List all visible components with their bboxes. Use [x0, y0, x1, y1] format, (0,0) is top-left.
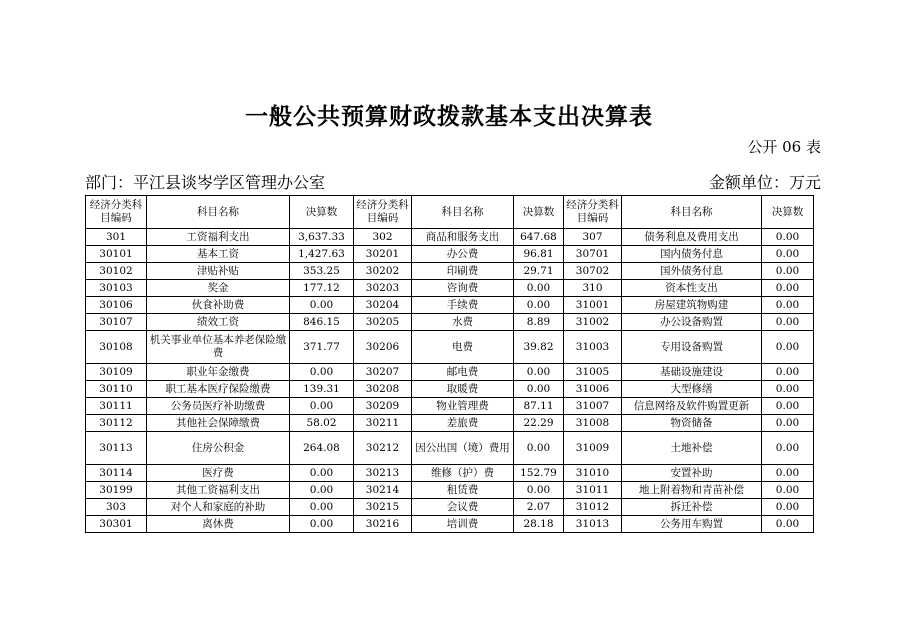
name-cell: 水费 [412, 314, 514, 331]
amount-cell: 0.00 [762, 280, 814, 297]
code-cell: 31008 [564, 415, 622, 432]
amount-cell: 0.00 [514, 432, 564, 465]
amount-cell: 2.07 [514, 499, 564, 516]
name-cell: 医疗费 [147, 465, 290, 482]
name-cell: 因公出国（境）费用 [412, 432, 514, 465]
name-cell: 差旅费 [412, 415, 514, 432]
name-cell: 公务员医疗补助缴费 [147, 398, 290, 415]
name-cell: 拆迁补偿 [622, 499, 762, 516]
amount-cell: 177.12 [290, 280, 354, 297]
table-row [86, 398, 814, 415]
name-cell: 基础设施建设 [622, 364, 762, 381]
amount-cell: 647.68 [514, 229, 564, 246]
name-cell: 物资储备 [622, 415, 762, 432]
amount-cell: 0.00 [514, 381, 564, 398]
code-cell: 30702 [564, 263, 622, 280]
amount-cell: 58.02 [290, 415, 354, 432]
name-cell: 专用设备购置 [622, 331, 762, 364]
amount-cell: 0.00 [290, 482, 354, 499]
name-cell: 奖金 [147, 280, 290, 297]
amount-cell: 0.00 [762, 482, 814, 499]
amount-cell: 139.31 [290, 381, 354, 398]
page-title: 一般公共预算财政拨款基本支出决算表 [245, 104, 653, 130]
amount-cell: 3,637.33 [290, 229, 354, 246]
amount-unit-label: 金额单位：万元 [708, 173, 821, 192]
header-amount: 决算数 [762, 196, 814, 229]
amount-cell: 96.81 [514, 246, 564, 263]
name-cell: 大型修缮 [622, 381, 762, 398]
table-row [86, 499, 814, 516]
name-cell: 职工基本医疗保险缴费 [147, 381, 290, 398]
code-cell: 31001 [564, 297, 622, 314]
code-cell: 31003 [564, 331, 622, 364]
code-cell: 30206 [354, 331, 412, 364]
code-cell: 31007 [564, 398, 622, 415]
form-number: 公开 06 表 [747, 138, 821, 156]
code-cell: 30111 [86, 398, 147, 415]
code-cell: 31010 [564, 465, 622, 482]
amount-cell: 0.00 [762, 465, 814, 482]
name-cell: 电费 [412, 331, 514, 364]
code-cell: 30107 [86, 314, 147, 331]
amount-cell: 0.00 [514, 482, 564, 499]
code-cell: 31011 [564, 482, 622, 499]
amount-cell: 0.00 [762, 297, 814, 314]
code-cell: 30211 [354, 415, 412, 432]
table-row [86, 465, 814, 482]
header-code: 经济分类科目编码 [564, 196, 622, 229]
code-cell: 30214 [354, 482, 412, 499]
table-row [86, 415, 814, 432]
amount-cell: 0.00 [762, 398, 814, 415]
amount-cell: 0.00 [762, 516, 814, 533]
header-name: 科目名称 [147, 196, 290, 229]
code-cell: 30199 [86, 482, 147, 499]
code-cell: 30201 [354, 246, 412, 263]
amount-cell: 0.00 [762, 432, 814, 465]
code-cell: 30213 [354, 465, 412, 482]
table-header-row [86, 196, 814, 229]
amount-cell: 0.00 [762, 381, 814, 398]
code-cell: 30106 [86, 297, 147, 314]
code-cell: 30212 [354, 432, 412, 465]
code-cell: 30112 [86, 415, 147, 432]
code-cell: 30101 [86, 246, 147, 263]
name-cell: 公务用车购置 [622, 516, 762, 533]
department-label: 部门：平江县谈岑学区管理办公室 [85, 173, 326, 192]
name-cell: 住房公积金 [147, 432, 290, 465]
amount-cell: 152.79 [514, 465, 564, 482]
amount-cell: 0.00 [762, 246, 814, 263]
name-cell: 商品和服务支出 [412, 229, 514, 246]
amount-cell: 353.25 [290, 263, 354, 280]
name-cell: 职业年金缴费 [147, 364, 290, 381]
header-name: 科目名称 [412, 196, 514, 229]
code-cell: 30208 [354, 381, 412, 398]
expenditure-table [85, 195, 814, 533]
name-cell: 基本工资 [147, 246, 290, 263]
code-cell: 30110 [86, 381, 147, 398]
table-row [86, 280, 814, 297]
name-cell: 资本性支出 [622, 280, 762, 297]
code-cell: 307 [564, 229, 622, 246]
name-cell: 工资福利支出 [147, 229, 290, 246]
table-row [86, 229, 814, 246]
table-row [86, 331, 814, 364]
amount-cell: 0.00 [762, 263, 814, 280]
code-cell: 30701 [564, 246, 622, 263]
code-cell: 30205 [354, 314, 412, 331]
name-cell: 国内债务付息 [622, 246, 762, 263]
code-cell: 31009 [564, 432, 622, 465]
amount-cell: 22.29 [514, 415, 564, 432]
table-row [86, 297, 814, 314]
amount-cell: 39.82 [514, 331, 564, 364]
header-name: 科目名称 [622, 196, 762, 229]
amount-cell: 0.00 [290, 364, 354, 381]
code-cell: 30203 [354, 280, 412, 297]
name-cell: 债务利息及费用支出 [622, 229, 762, 246]
amount-cell: 0.00 [762, 229, 814, 246]
table-row [86, 263, 814, 280]
amount-cell: 0.00 [290, 398, 354, 415]
amount-cell: 0.00 [762, 314, 814, 331]
table-row [86, 314, 814, 331]
name-cell: 邮电费 [412, 364, 514, 381]
code-cell: 30114 [86, 465, 147, 482]
amount-cell: 0.00 [762, 364, 814, 381]
code-cell: 30109 [86, 364, 147, 381]
name-cell: 咨询费 [412, 280, 514, 297]
code-cell: 30207 [354, 364, 412, 381]
amount-cell: 0.00 [514, 364, 564, 381]
name-cell: 绩效工资 [147, 314, 290, 331]
header-amount: 决算数 [290, 196, 354, 229]
code-cell: 302 [354, 229, 412, 246]
table-row [86, 516, 814, 533]
code-cell: 310 [564, 280, 622, 297]
name-cell: 房屋建筑物购建 [622, 297, 762, 314]
name-cell: 维修（护）费 [412, 465, 514, 482]
name-cell: 其他社会保障缴费 [147, 415, 290, 432]
name-cell: 信息网络及软件购置更新 [622, 398, 762, 415]
amount-cell: 371.77 [290, 331, 354, 364]
amount-cell: 8.89 [514, 314, 564, 331]
name-cell: 土地补偿 [622, 432, 762, 465]
name-cell: 物业管理费 [412, 398, 514, 415]
header-amount: 决算数 [514, 196, 564, 229]
amount-cell: 0.00 [762, 331, 814, 364]
name-cell: 培训费 [412, 516, 514, 533]
name-cell: 地上附着物和青苗补偿 [622, 482, 762, 499]
name-cell: 伙食补助费 [147, 297, 290, 314]
code-cell: 30216 [354, 516, 412, 533]
code-cell: 30202 [354, 263, 412, 280]
name-cell: 对个人和家庭的补助 [147, 499, 290, 516]
code-cell: 31012 [564, 499, 622, 516]
code-cell: 30209 [354, 398, 412, 415]
code-cell: 303 [86, 499, 147, 516]
amount-cell: 0.00 [290, 499, 354, 516]
code-cell: 30301 [86, 516, 147, 533]
table-row [86, 432, 814, 465]
code-cell: 30113 [86, 432, 147, 465]
code-cell: 31002 [564, 314, 622, 331]
name-cell: 办公费 [412, 246, 514, 263]
amount-cell: 28.18 [514, 516, 564, 533]
amount-cell: 29.71 [514, 263, 564, 280]
amount-cell: 87.11 [514, 398, 564, 415]
table-row [86, 364, 814, 381]
amount-cell: 846.15 [290, 314, 354, 331]
code-cell: 30215 [354, 499, 412, 516]
name-cell: 会议费 [412, 499, 514, 516]
name-cell: 取暖费 [412, 381, 514, 398]
name-cell: 安置补助 [622, 465, 762, 482]
amount-cell: 0.00 [514, 280, 564, 297]
name-cell: 手续费 [412, 297, 514, 314]
code-cell: 30108 [86, 331, 147, 364]
amount-cell: 1,427.63 [290, 246, 354, 263]
name-cell: 国外债务付息 [622, 263, 762, 280]
code-cell: 31013 [564, 516, 622, 533]
table-row [86, 482, 814, 499]
name-cell: 机关事业单位基本养老保险缴费 [147, 331, 290, 364]
table-row [86, 246, 814, 263]
header-code: 经济分类科目编码 [86, 196, 147, 229]
amount-cell: 0.00 [290, 297, 354, 314]
amount-cell: 0.00 [762, 499, 814, 516]
amount-cell: 264.08 [290, 432, 354, 465]
name-cell: 离休费 [147, 516, 290, 533]
amount-cell: 0.00 [514, 297, 564, 314]
name-cell: 其他工资福利支出 [147, 482, 290, 499]
header-code: 经济分类科目编码 [354, 196, 412, 229]
name-cell: 租赁费 [412, 482, 514, 499]
code-cell: 31005 [564, 364, 622, 381]
amount-cell: 0.00 [762, 415, 814, 432]
code-cell: 30103 [86, 280, 147, 297]
code-cell: 301 [86, 229, 147, 246]
amount-cell: 0.00 [290, 516, 354, 533]
table-row [86, 381, 814, 398]
name-cell: 津贴补贴 [147, 263, 290, 280]
name-cell: 印刷费 [412, 263, 514, 280]
name-cell: 办公设备购置 [622, 314, 762, 331]
code-cell: 30204 [354, 297, 412, 314]
amount-cell: 0.00 [290, 465, 354, 482]
code-cell: 30102 [86, 263, 147, 280]
code-cell: 31006 [564, 381, 622, 398]
